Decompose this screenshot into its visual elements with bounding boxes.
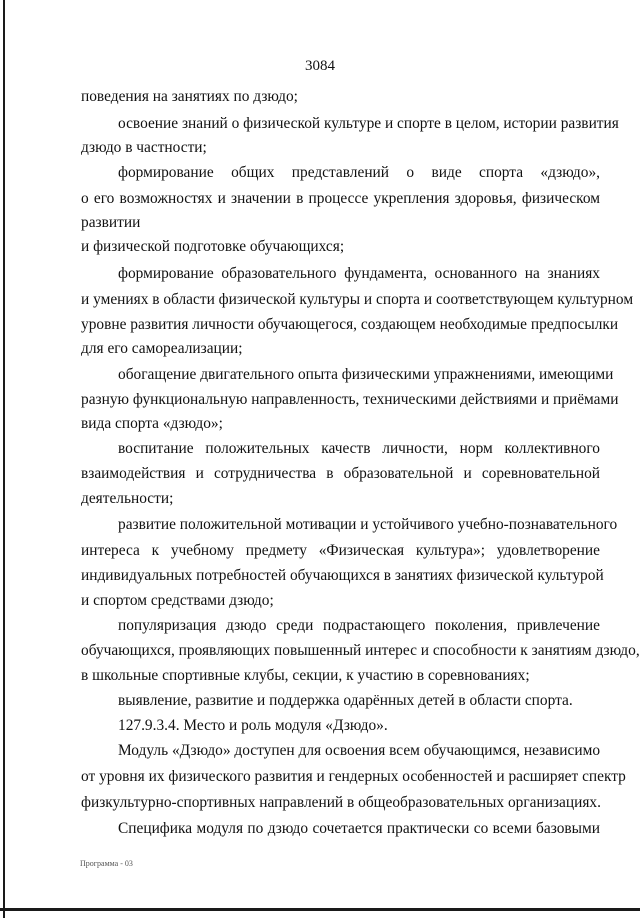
text-line: популяризация дзюдо среди подрастающего поколения, привлечение bbox=[118, 617, 600, 634]
text-line: Специфика модуля по дзюдо сочетается практически со всеми базовыми bbox=[118, 820, 600, 837]
text-line: и физической подготовке обучающихся; bbox=[81, 238, 345, 255]
footer-note: Программа - 03 bbox=[80, 859, 133, 868]
text-line: развитии bbox=[81, 214, 141, 231]
scan-edge-left bbox=[3, 0, 5, 918]
section-heading: 127.9.3.4. Место и роль модуля «Дзюдо». bbox=[118, 717, 388, 734]
text-line: поведения на занятиях по дзюдо; bbox=[81, 88, 298, 105]
text-line: формирование образовательного фундамента, основанного на знаниях bbox=[118, 265, 600, 282]
text-line: формирование общих представлений о виде спорта «дзюдо», bbox=[118, 164, 600, 181]
text-line: воспитание положительных качеств личности, норм коллективного bbox=[118, 440, 600, 457]
text-line: о его возможностях и значении в процессе укрепления здоровья, физическом bbox=[81, 190, 600, 207]
text-line: в школьные спортивные клубы, секции, к участию в соревнованиях; bbox=[81, 667, 530, 684]
text-line: индивидуальных потребностей обучающихся в занятиях физической культурой bbox=[81, 567, 604, 584]
text-line: физкультурно-спортивных направлений в общеобразовательных организациях. bbox=[81, 794, 601, 811]
text-line: уровне развития личности обучающегося, создающем необходимые предпосылки bbox=[81, 316, 619, 333]
text-line: вида спорта «дзюдо»; bbox=[81, 415, 223, 432]
page-number: 3084 bbox=[305, 58, 335, 74]
text-line: деятельности; bbox=[81, 490, 174, 507]
text-line: обучающихся, проявляющих повышенный интерес и способности к занятиям дзюдо, bbox=[81, 642, 640, 659]
text-line: развитие положительной мотивации и устойчивого учебно-познавательного bbox=[118, 516, 618, 533]
text-line: взаимодействия и сотрудничества в образовательной и соревновательной bbox=[81, 465, 600, 482]
text-line: разную функциональную направленность, техническими действиями и приёмами bbox=[81, 391, 619, 408]
text-line: выявление, развитие и поддержка одарённых детей в области спорта. bbox=[118, 692, 573, 709]
text-line: и спортом средствами дзюдо; bbox=[81, 592, 274, 609]
text-line: дзюдо в частности; bbox=[81, 139, 207, 156]
scan-edge-bottom bbox=[0, 908, 640, 911]
text-line: для его самореализации; bbox=[81, 340, 243, 357]
text-line: интереса к учебному предмету «Физическая культура»; удовлетворение bbox=[81, 542, 600, 559]
text-line: обогащение двигательного опыта физическими упражнениями, имеющими bbox=[118, 366, 614, 383]
text-line: и умениях в области физической культуры и спорта и соответствующем культурном bbox=[81, 291, 634, 308]
text-line: освоение знаний о физической культуре и спорте в целом, истории развития bbox=[118, 115, 619, 132]
text-line: Модуль «Дзюдо» доступен для освоения всем обучающимся, независимо bbox=[118, 742, 601, 759]
text-line: от уровня их физического развития и гендерных особенностей и расширяет спектр bbox=[81, 768, 626, 785]
